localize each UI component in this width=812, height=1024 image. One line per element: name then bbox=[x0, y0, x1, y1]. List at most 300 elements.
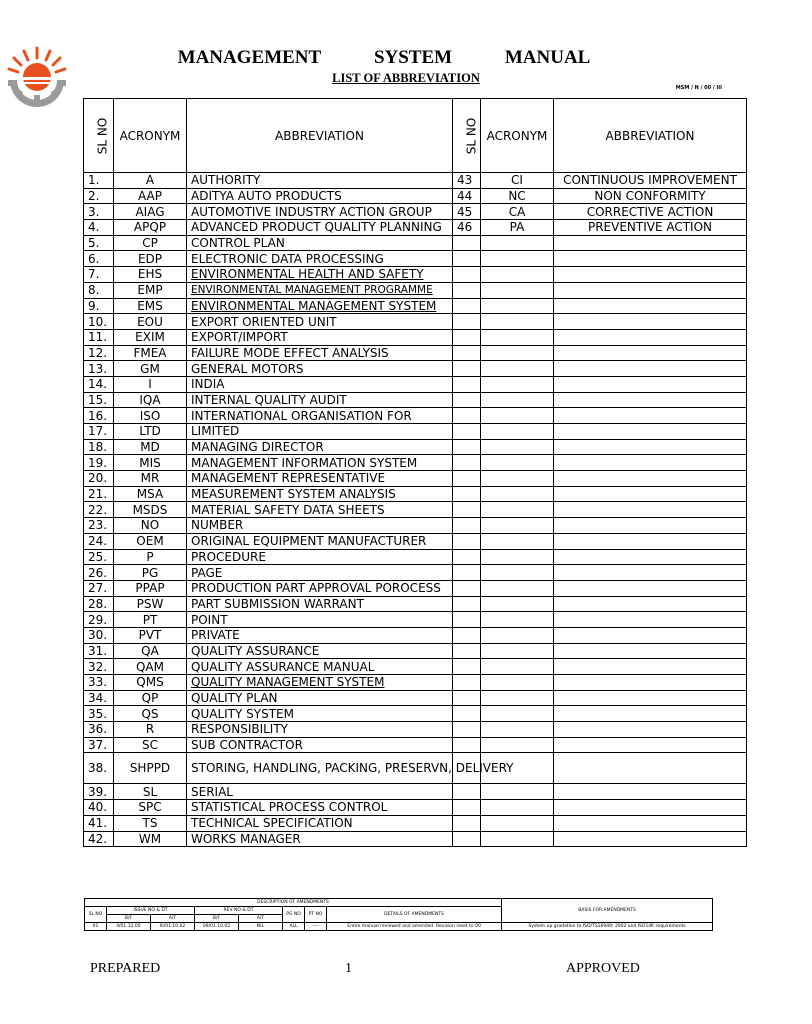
table-row bbox=[84, 471, 747, 487]
sl-no-cell: 2. bbox=[84, 188, 114, 204]
sl-no-cell: 9. bbox=[84, 298, 114, 314]
amend-issue-af: III/01.10.02 bbox=[151, 923, 195, 931]
empty-cell bbox=[481, 361, 554, 377]
abbreviation-cell: AUTHORITY bbox=[187, 173, 453, 189]
acronym-cell: FMEA bbox=[114, 345, 187, 361]
table-row bbox=[84, 267, 747, 283]
empty-cell bbox=[453, 361, 481, 377]
abbreviation-cell: ENVIRONMENTAL MANAGEMENT PROGRAMME bbox=[187, 282, 453, 298]
title-word: MANUAL bbox=[504, 47, 591, 68]
sl-no-cell: 23. bbox=[84, 518, 114, 534]
header-sl-no: SL NO bbox=[84, 99, 114, 173]
empty-cell bbox=[453, 502, 481, 518]
acronym-cell: ISO bbox=[114, 408, 187, 424]
abbreviation-cell: ELECTRONIC DATA PROCESSING bbox=[187, 251, 453, 267]
empty-cell bbox=[554, 376, 747, 392]
empty-cell bbox=[453, 722, 481, 738]
abbreviation-cell: PRODUCTION PART APPROVAL POROCESS bbox=[187, 580, 453, 596]
empty-cell bbox=[481, 345, 554, 361]
abbreviation-cell: PREVENTIVE ACTION bbox=[554, 220, 747, 236]
amend-header-basis: BASIS FOR AMENDMENTS bbox=[502, 899, 713, 923]
empty-cell bbox=[554, 486, 747, 502]
empty-cell bbox=[453, 690, 481, 706]
empty-cell bbox=[453, 282, 481, 298]
abbreviation-cell: QUALITY PLAN bbox=[187, 690, 453, 706]
empty-cell bbox=[453, 659, 481, 675]
empty-cell bbox=[453, 267, 481, 283]
table-row bbox=[84, 533, 747, 549]
empty-cell bbox=[481, 298, 554, 314]
empty-cell bbox=[453, 533, 481, 549]
empty-cell bbox=[554, 706, 747, 722]
table-row bbox=[84, 580, 747, 596]
table-row bbox=[84, 408, 747, 424]
table-row bbox=[84, 220, 747, 236]
sl-no-cell: 5. bbox=[84, 235, 114, 251]
empty-cell bbox=[481, 392, 554, 408]
table-row bbox=[84, 722, 747, 738]
sl-no-cell: 11. bbox=[84, 329, 114, 345]
acronym-cell: EMP bbox=[114, 282, 187, 298]
abbreviation-cell: QUALITY ASSURANCE bbox=[187, 643, 453, 659]
amendments-table bbox=[84, 898, 713, 931]
table-row bbox=[84, 753, 747, 784]
amend-rev-af: NIL bbox=[239, 923, 283, 931]
acronym-cell: APQP bbox=[114, 220, 187, 236]
empty-cell bbox=[554, 815, 747, 831]
empty-cell bbox=[481, 314, 554, 330]
empty-cell bbox=[554, 800, 747, 816]
empty-cell bbox=[554, 235, 747, 251]
abbreviation-cell: QUALITY SYSTEM bbox=[187, 706, 453, 722]
empty-cell bbox=[554, 675, 747, 691]
acronym-cell: GM bbox=[114, 361, 187, 377]
acronym-cell: QA bbox=[114, 643, 187, 659]
table-row bbox=[84, 690, 747, 706]
table-row bbox=[84, 627, 747, 643]
empty-cell bbox=[481, 455, 554, 471]
acronym-cell: P bbox=[114, 549, 187, 565]
abbreviation-cell: AUTOMOTIVE INDUSTRY ACTION GROUP bbox=[187, 204, 453, 220]
empty-cell bbox=[481, 784, 554, 800]
footer-page-number: 1 bbox=[345, 961, 352, 976]
header-abbreviation: ABBREVIATION bbox=[187, 99, 453, 173]
abbreviation-cell: INTERNATIONAL ORGANISATION FOR bbox=[187, 408, 453, 424]
empty-cell bbox=[481, 706, 554, 722]
sl-no-cell: 24. bbox=[84, 533, 114, 549]
sl-no-cell: 4. bbox=[84, 220, 114, 236]
sl-no-cell: 31. bbox=[84, 643, 114, 659]
empty-cell bbox=[481, 486, 554, 502]
acronym-cell: LTD bbox=[114, 424, 187, 440]
acronym-cell: PVT bbox=[114, 627, 187, 643]
abbreviation-cell: MEASUREMENT SYSTEM ANALYSIS bbox=[187, 486, 453, 502]
empty-cell bbox=[453, 251, 481, 267]
table-row bbox=[84, 784, 747, 800]
abbreviation-cell: QUALITY MANAGEMENT SYSTEM bbox=[187, 675, 453, 691]
empty-cell bbox=[453, 627, 481, 643]
header-acronym-2: ACRONYM bbox=[481, 99, 554, 173]
empty-cell bbox=[453, 486, 481, 502]
empty-cell bbox=[481, 659, 554, 675]
acronym-cell: QP bbox=[114, 690, 187, 706]
acronym-cell: WM bbox=[114, 831, 187, 847]
sl-no-cell: 3. bbox=[84, 204, 114, 220]
amend-sl: 01 bbox=[85, 923, 107, 931]
table-row bbox=[84, 439, 747, 455]
empty-cell bbox=[554, 345, 747, 361]
sl-no-cell: 46 bbox=[453, 220, 481, 236]
acronym-cell: CA bbox=[481, 204, 554, 220]
acronym-cell: EXIM bbox=[114, 329, 187, 345]
empty-cell bbox=[554, 596, 747, 612]
abbreviation-cell: ENVIRONMENTAL HEALTH AND SAFETY bbox=[187, 267, 453, 283]
acronym-cell: PSW bbox=[114, 596, 187, 612]
footer-prepared: PREPARED bbox=[90, 961, 161, 976]
abbreviation-cell: NON CONFORMITY bbox=[554, 188, 747, 204]
abbreviation-cell: MATERIAL SAFETY DATA SHEETS bbox=[187, 502, 453, 518]
table-row bbox=[84, 298, 747, 314]
empty-cell bbox=[453, 784, 481, 800]
table-row bbox=[84, 659, 747, 675]
sl-no-cell: 42. bbox=[84, 831, 114, 847]
acronym-cell: PPAP bbox=[114, 580, 187, 596]
abbreviation-cell: EXPORT ORIENTED UNIT bbox=[187, 314, 453, 330]
empty-cell bbox=[481, 815, 554, 831]
acronym-cell: SL bbox=[114, 784, 187, 800]
abbreviation-cell: RESPONSIBILITY bbox=[187, 722, 453, 738]
empty-cell bbox=[453, 471, 481, 487]
abbreviation-cell: ADITYA AUTO PRODUCTS bbox=[187, 188, 453, 204]
empty-cell bbox=[554, 408, 747, 424]
empty-cell bbox=[481, 831, 554, 847]
table-row bbox=[84, 235, 747, 251]
acronym-cell: EOU bbox=[114, 314, 187, 330]
empty-cell bbox=[453, 455, 481, 471]
empty-cell bbox=[554, 267, 747, 283]
acronym-cell: MIS bbox=[114, 455, 187, 471]
sl-no-cell: 43 bbox=[453, 173, 481, 189]
sl-no-cell: 37. bbox=[84, 737, 114, 753]
empty-cell bbox=[453, 706, 481, 722]
table-row bbox=[84, 706, 747, 722]
sl-no-cell: 7. bbox=[84, 267, 114, 283]
empty-cell bbox=[481, 612, 554, 628]
sl-no-cell: 19. bbox=[84, 455, 114, 471]
table-row bbox=[84, 329, 747, 345]
abbreviation-cell: FAILURE MODE EFFECT ANALYSIS bbox=[187, 345, 453, 361]
sl-no-cell: 15. bbox=[84, 392, 114, 408]
amend-issue-bf: II/01.12.00 bbox=[107, 923, 151, 931]
acronym-cell: PT bbox=[114, 612, 187, 628]
empty-cell bbox=[554, 518, 747, 534]
abbreviation-cell: MANAGEMENT INFORMATION SYSTEM bbox=[187, 455, 453, 471]
empty-cell bbox=[481, 267, 554, 283]
empty-cell bbox=[554, 612, 747, 628]
empty-cell bbox=[554, 251, 747, 267]
empty-cell bbox=[554, 737, 747, 753]
acronym-cell: IQA bbox=[114, 392, 187, 408]
sl-no-cell: 17. bbox=[84, 424, 114, 440]
acronym-cell: AAP bbox=[114, 188, 187, 204]
abbreviation-cell: CONTINUOUS IMPROVEMENT bbox=[554, 173, 747, 189]
abbreviation-cell: ORIGINAL EQUIPMENT MANUFACTURER bbox=[187, 533, 453, 549]
empty-cell bbox=[453, 314, 481, 330]
empty-cell bbox=[554, 722, 747, 738]
empty-cell bbox=[481, 533, 554, 549]
header-abbreviation-2: ABBREVIATION bbox=[554, 99, 747, 173]
acronym-cell: QS bbox=[114, 706, 187, 722]
empty-cell bbox=[481, 376, 554, 392]
sl-no-cell: 35. bbox=[84, 706, 114, 722]
empty-cell bbox=[481, 439, 554, 455]
table-row bbox=[84, 831, 747, 847]
acronym-cell: PA bbox=[481, 220, 554, 236]
sl-no-cell: 36. bbox=[84, 722, 114, 738]
empty-cell bbox=[481, 722, 554, 738]
sl-no-cell: 38. bbox=[84, 753, 114, 784]
empty-cell bbox=[481, 800, 554, 816]
sl-no-cell: 13. bbox=[84, 361, 114, 377]
sl-no-cell: 44 bbox=[453, 188, 481, 204]
abbreviation-cell: CONTROL PLAN bbox=[187, 235, 453, 251]
table-row bbox=[84, 518, 747, 534]
table-row bbox=[84, 251, 747, 267]
abbreviation-cell: PRIVATE bbox=[187, 627, 453, 643]
empty-cell bbox=[554, 282, 747, 298]
table-row bbox=[84, 643, 747, 659]
table-row bbox=[84, 204, 747, 220]
abbreviation-cell: QUALITY ASSURANCE MANUAL bbox=[187, 659, 453, 675]
sl-no-cell: 20. bbox=[84, 471, 114, 487]
sl-no-cell: 10. bbox=[84, 314, 114, 330]
table-row bbox=[84, 314, 747, 330]
empty-cell bbox=[453, 800, 481, 816]
empty-cell bbox=[453, 565, 481, 581]
abbreviation-cell: EXPORT/IMPORT bbox=[187, 329, 453, 345]
abbreviation-cell: STATISTICAL PROCESS CONTROL bbox=[187, 800, 453, 816]
amendments-title: DESCRIPTION OF AMENDMENTS bbox=[85, 899, 502, 907]
empty-cell bbox=[481, 580, 554, 596]
empty-cell bbox=[554, 753, 747, 784]
abbreviation-cell: MANAGEMENT REPRESENTATIVE bbox=[187, 471, 453, 487]
empty-cell bbox=[554, 533, 747, 549]
empty-cell bbox=[453, 737, 481, 753]
empty-cell bbox=[554, 831, 747, 847]
empty-cell bbox=[554, 424, 747, 440]
acronym-cell: QMS bbox=[114, 675, 187, 691]
table-row bbox=[84, 815, 747, 831]
table-row bbox=[84, 392, 747, 408]
title-word: SYSTEM bbox=[373, 47, 453, 68]
acronym-cell: SC bbox=[114, 737, 187, 753]
abbreviation-cell: PROCEDURE bbox=[187, 549, 453, 565]
abbreviation-cell: MANAGING DIRECTOR bbox=[187, 439, 453, 455]
empty-cell bbox=[481, 251, 554, 267]
empty-cell bbox=[481, 329, 554, 345]
acronym-cell: MD bbox=[114, 439, 187, 455]
empty-cell bbox=[453, 612, 481, 628]
sl-no-cell: 40. bbox=[84, 800, 114, 816]
empty-cell bbox=[554, 565, 747, 581]
acronym-cell: MR bbox=[114, 471, 187, 487]
abbreviation-cell: GENERAL MOTORS bbox=[187, 361, 453, 377]
empty-cell bbox=[453, 815, 481, 831]
sl-no-cell: 18. bbox=[84, 439, 114, 455]
sl-no-cell: 27. bbox=[84, 580, 114, 596]
empty-cell bbox=[481, 643, 554, 659]
amend-pg: ALL bbox=[283, 923, 305, 931]
table-row bbox=[84, 486, 747, 502]
sl-no-cell: 22. bbox=[84, 502, 114, 518]
amend-header-details: DETAILS OF AMENDMENTS bbox=[327, 907, 502, 923]
amend-header-bf: B/F bbox=[107, 915, 151, 923]
sl-no-cell: 6. bbox=[84, 251, 114, 267]
amend-basis: System up gradation to ISO/TS16949: 2002 and ISO14K requirements bbox=[502, 923, 713, 931]
sl-no-cell: 45 bbox=[453, 204, 481, 220]
sl-no-cell: 39. bbox=[84, 784, 114, 800]
acronym-cell: R bbox=[114, 722, 187, 738]
abbreviation-cell: TECHNICAL SPECIFICATION bbox=[187, 815, 453, 831]
empty-cell bbox=[453, 392, 481, 408]
abbreviation-cell: PAGE bbox=[187, 565, 453, 581]
sl-no-cell: 30. bbox=[84, 627, 114, 643]
acronym-cell: TS bbox=[114, 815, 187, 831]
empty-cell bbox=[481, 690, 554, 706]
amendment-row bbox=[85, 923, 713, 931]
table-row bbox=[84, 612, 747, 628]
empty-cell bbox=[554, 298, 747, 314]
sl-no-cell: 16. bbox=[84, 408, 114, 424]
table-header-row bbox=[84, 99, 747, 173]
amend-header-bf: B/F bbox=[195, 915, 239, 923]
amend-pt: ---- bbox=[305, 923, 327, 931]
empty-cell bbox=[453, 329, 481, 345]
empty-cell bbox=[481, 282, 554, 298]
abbreviation-cell: INTERNAL QUALITY AUDIT bbox=[187, 392, 453, 408]
header-acronym: ACRONYM bbox=[114, 99, 187, 173]
acronym-cell: SPC bbox=[114, 800, 187, 816]
abbreviation-cell: PART SUBMISSION WARRANT bbox=[187, 596, 453, 612]
sl-no-cell: 28. bbox=[84, 596, 114, 612]
abbreviation-cell: SERIAL bbox=[187, 784, 453, 800]
empty-cell bbox=[481, 502, 554, 518]
empty-cell bbox=[453, 549, 481, 565]
table-row bbox=[84, 173, 747, 189]
amend-header-sl: SL NO bbox=[85, 907, 107, 923]
abbreviation-cell: NUMBER bbox=[187, 518, 453, 534]
abbreviation-cell: POINT bbox=[187, 612, 453, 628]
empty-cell bbox=[453, 643, 481, 659]
table-row bbox=[84, 188, 747, 204]
empty-cell bbox=[554, 439, 747, 455]
abbreviation-cell: INDIA bbox=[187, 376, 453, 392]
sl-no-cell: 41. bbox=[84, 815, 114, 831]
acronym-cell: EHS bbox=[114, 267, 187, 283]
empty-cell bbox=[481, 424, 554, 440]
empty-cell bbox=[481, 627, 554, 643]
abbreviation-cell: ENVIRONMENTAL MANAGEMENT SYSTEM bbox=[187, 298, 453, 314]
empty-cell bbox=[453, 580, 481, 596]
abbreviation-cell: LIMITED bbox=[187, 424, 453, 440]
abbreviation-cell: SUB CONTRACTOR bbox=[187, 737, 453, 753]
acronym-cell: NO bbox=[114, 518, 187, 534]
table-row bbox=[84, 282, 747, 298]
empty-cell bbox=[453, 298, 481, 314]
acronym-cell: MSDS bbox=[114, 502, 187, 518]
empty-cell bbox=[453, 675, 481, 691]
empty-cell bbox=[554, 314, 747, 330]
table-row bbox=[84, 737, 747, 753]
sl-no-cell: 21. bbox=[84, 486, 114, 502]
document-reference: MSM / N / 00 / III bbox=[675, 85, 722, 91]
sl-no-cell: 8. bbox=[84, 282, 114, 298]
acronym-cell: NC bbox=[481, 188, 554, 204]
table-row bbox=[84, 596, 747, 612]
acronym-cell: CI bbox=[481, 173, 554, 189]
sl-no-cell: 14. bbox=[84, 376, 114, 392]
empty-cell bbox=[554, 784, 747, 800]
empty-cell bbox=[554, 361, 747, 377]
acronym-cell: AIAG bbox=[114, 204, 187, 220]
table-row bbox=[84, 376, 747, 392]
acronym-cell: QAM bbox=[114, 659, 187, 675]
amend-header-issue: ISSUE NO & DT bbox=[107, 907, 195, 915]
empty-cell bbox=[453, 408, 481, 424]
empty-cell bbox=[481, 235, 554, 251]
abbreviation-cell: CORRECTIVE ACTION bbox=[554, 204, 747, 220]
empty-cell bbox=[453, 345, 481, 361]
footer-approved: APPROVED bbox=[566, 961, 640, 976]
sl-no-cell: 25. bbox=[84, 549, 114, 565]
table-row bbox=[84, 345, 747, 361]
abbreviation-cell: ADVANCED PRODUCT QUALITY PLANNING bbox=[187, 220, 453, 236]
table-row bbox=[84, 361, 747, 377]
table-row bbox=[84, 549, 747, 565]
acronym-cell: OEM bbox=[114, 533, 187, 549]
empty-cell bbox=[481, 675, 554, 691]
amend-header-af: A/F bbox=[151, 915, 195, 923]
header-sl-no-2: SL NO bbox=[453, 99, 481, 173]
empty-cell bbox=[554, 580, 747, 596]
abbreviation-cell: STORING, HANDLING, PACKING, PRESERVN, DELIVERY bbox=[187, 753, 453, 784]
empty-cell bbox=[554, 690, 747, 706]
empty-cell bbox=[453, 439, 481, 455]
amend-header-pt: PT NO bbox=[305, 907, 327, 923]
empty-cell bbox=[453, 376, 481, 392]
amend-header-af: A/F bbox=[239, 915, 283, 923]
empty-cell bbox=[481, 565, 554, 581]
table-row bbox=[84, 455, 747, 471]
amend-details: Entire manual reviewed and amended. Revision reset to 00 bbox=[327, 923, 502, 931]
sl-no-cell: 26. bbox=[84, 565, 114, 581]
acronym-cell: PG bbox=[114, 565, 187, 581]
empty-cell bbox=[554, 471, 747, 487]
table-row bbox=[84, 675, 747, 691]
page-title bbox=[0, 47, 768, 69]
table-row bbox=[84, 424, 747, 440]
sl-no-cell: 1. bbox=[84, 173, 114, 189]
title-word: MANAGEMENT bbox=[177, 47, 322, 68]
table-row bbox=[84, 502, 747, 518]
empty-cell bbox=[481, 471, 554, 487]
page-subtitle: LIST OF ABBREVIATION bbox=[332, 71, 480, 85]
acronym-cell: MSA bbox=[114, 486, 187, 502]
amend-header-rev: REV NO & DT bbox=[195, 907, 283, 915]
empty-cell bbox=[554, 659, 747, 675]
sl-no-cell: 34. bbox=[84, 690, 114, 706]
sl-no-cell: 33. bbox=[84, 675, 114, 691]
